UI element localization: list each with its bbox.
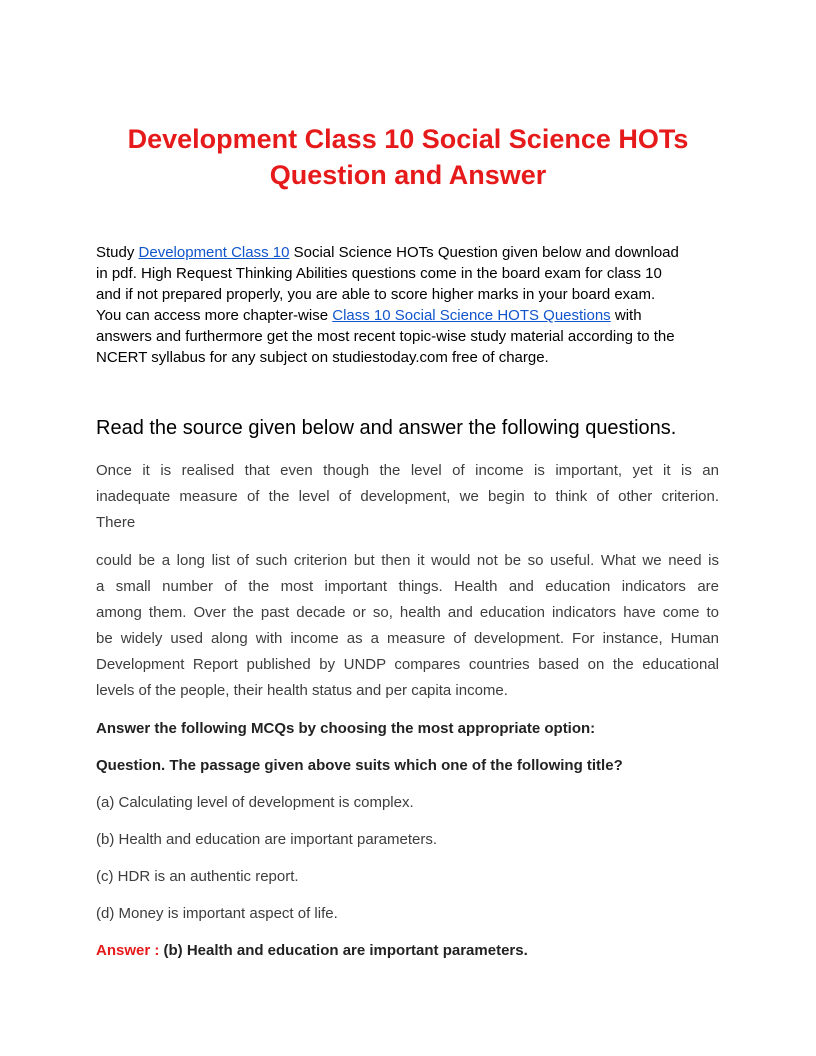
hots-questions-link[interactable]: Class 10 Social Science HOTS Questions (332, 307, 611, 324)
intro-line-4 (96, 305, 728, 326)
intro-line-2: in pdf. High Request Thinking Abilities questions come in the board exam for class 10 (96, 265, 662, 282)
passage1-line-2: inadequate measure of the level of development, we begin to think of other criterion. (96, 488, 719, 505)
development-class-10-link[interactable]: Development Class 10 (138, 244, 290, 261)
intro-line-4-prefix: You can access more chapter-wise (96, 307, 333, 324)
answer-line (96, 941, 528, 961)
intro-line-1-suffix: Social Science HOTs Question given below and download (289, 244, 679, 261)
intro-study-prefix: Study (96, 244, 139, 261)
passage2-line-5: Development Report published by UNDP compares countries based on the educational (96, 656, 719, 673)
option-c: (c) HDR is an authentic report. (96, 868, 299, 885)
intro-paragraph (96, 242, 728, 368)
passage2-line-1: could be a long list of such criterion but then it would not be so useful. What we need is (96, 552, 719, 569)
source-passage-part-2 (96, 548, 719, 704)
passage2-line-6: levels of the people, their health status and per capita income. (96, 682, 508, 699)
intro-line-4-suffix: with (610, 307, 642, 324)
page-title-line-2: Question and Answer (269, 160, 547, 190)
intro-line-5: answers and furthermore get the most recent topic-wise study material according to the (96, 328, 675, 345)
passage2-line-3: among them. Over the past decade or so, health and education indicators have come to (96, 604, 719, 621)
question-text: Question. The passage given above suits which one of the following title? (96, 757, 623, 774)
section-heading: Read the source given below and answer the following questions. (96, 417, 677, 439)
option-b: (b) Health and education are important parameters. (96, 831, 438, 848)
option-d: (d) Money is important aspect of life. (96, 905, 338, 922)
answer-text: (b) Health and education are important parameters. (163, 942, 528, 959)
answer-label: Answer : (96, 942, 164, 959)
intro-line-3: and if not prepared properly, you are able to score higher marks in your board exam. (96, 286, 656, 303)
passage1-line-3: There (96, 514, 136, 531)
source-passage-part-1 (96, 458, 719, 536)
passage2-line-2: a small number of the most important things. Health and education indicators are (96, 578, 719, 595)
intro-line-1 (96, 242, 728, 263)
intro-line-6: NCERT syllabus for any subject on studiestoday.com free of charge. (96, 349, 549, 366)
passage1-line-1: Once it is realised that even though the level of income is important, yet it is an (96, 462, 719, 479)
page-title (96, 121, 720, 193)
option-a: (a) Calculating level of development is complex. (96, 794, 414, 811)
passage2-line-4: be widely used along with income as a measure of development. For instance, Human (96, 630, 719, 647)
mcq-instruction: Answer the following MCQs by choosing the most appropriate option: (96, 720, 596, 737)
page-title-line-1: Development Class 10 Social Science HOTs (127, 124, 689, 154)
